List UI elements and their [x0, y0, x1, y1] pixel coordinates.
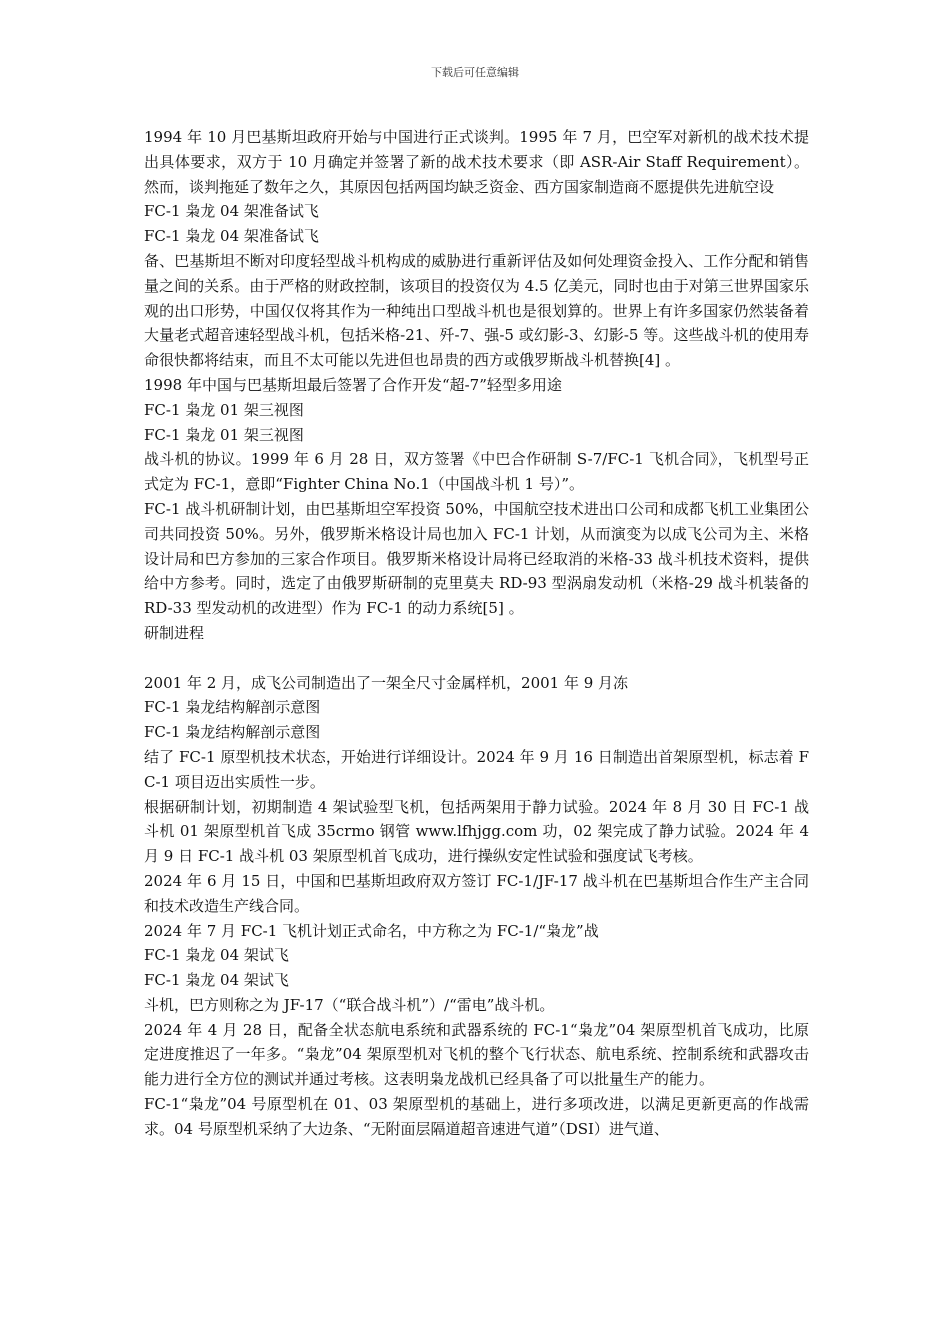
section-heading: 研制进程: [144, 623, 205, 642]
image-caption: FC-1 枭龙 04 架准备试飞: [144, 202, 319, 221]
paragraph: 2001 年 2 月，成飞公司制造出了一架全尺寸金属样机，2001 年 9 月冻: [144, 673, 629, 692]
page-header: 下载后可任意编辑: [431, 66, 519, 79]
image-caption: FC-1 枭龙 04 架试飞: [144, 946, 289, 965]
paragraph: FC-1“枭龙”04 号原型机在 01、03 架原型机的基础上，进行多项改进，以满足更新更高的作战需求。04 号原型机采纳了大边条、“无附面层隔道超音速进气道”（DSI）进气道、: [144, 1095, 809, 1138]
image-caption: FC-1 枭龙结构解剖示意图: [144, 698, 321, 717]
paragraph: 结了 FC-1 原型机技术状态，开始进行详细设计。2024 年 9 月 16 日制造出首架原型机，标志着 FC-1 项目迈出实质性一步。: [144, 747, 809, 791]
paragraph: 战斗机的协议。1999 年 6 月 28 日，双方签署《中巴合作研制 S-7/FC-1 飞机合同》，飞机型号正式定为 FC-1，意即“Fighter China No.1（中国战斗机 1 号）”。: [144, 450, 809, 494]
paragraph: 2024 年 6 月 15 日，中国和巴基斯坦政府双方签订 FC-1/JF-17 战斗机在巴基斯坦合作生产主合同和技术改造生产线合同。: [144, 871, 809, 915]
blank-line: [144, 646, 809, 671]
paragraph: FC-1 战斗机研制计划，由巴基斯坦空军投资 50%，中国航空技术进出口公司和成都飞机工业集团公司共同投资 50%。另外，俄罗斯米格设计局也加入 FC-1 计划，从而演变为以成飞公司为主、米格设计局和巴方参加的三家合作项目。俄罗斯米格设计局将已经取消的米格-33 战斗机技术资料，提供给中方参考。同时，选定了由俄罗斯研制的克里莫夫 RD-93 型涡扇发动机（米格-29 战斗机装备的 RD-33 型发动机的改进型）作为 FC-1 的动力系统[5] 。: [144, 499, 809, 618]
paragraph: 斗机，巴方则称之为 JF-17（“联合战斗机”）/“雷电”战斗机。: [144, 995, 555, 1014]
paragraph: 1998 年中国与巴基斯坦最后签署了合作开发“超-7”轻型多用途: [144, 375, 562, 394]
paragraph: 备、巴基斯坦不断对印度轻型战斗机构成的威胁进行重新评估及如何处理资金投入、工作分配和销售量之间的关系。由于严格的财政控制，该项目的投资仅为 4.5 亿美元，同时也由于对第三世界国家乐观的出口形势，中国仅仅将其作为一种纯出口型战斗机也是很划算的。世界上有许多国家仍然装备着大量老式超音速轻型战斗机，包括米格-21、歼-7、强-5 或幻影-3、幻影-5 等。这些战斗机的使用寿命很快都将结束，而且不太可能以先进但也昂贵的西方或俄罗斯战斗机替换[4] 。: [144, 251, 809, 370]
paragraph: 1994 年 10 月巴基斯坦政府开始与中国进行正式谈判。1995 年 7 月，巴空军对新机的战术技术提出具体要求，双方于 10 月确定并签署了新的战术技术要求（即 ASR-Air Staff Requirement）。然而，谈判拖延了数年之久，其原因包括两国均缺乏资金、西方国家制造商不愿提供先进航空设: [144, 128, 809, 196]
image-caption: FC-1 枭龙 04 架试飞: [144, 971, 289, 990]
image-caption: FC-1 枭龙 01 架三视图: [144, 425, 304, 444]
paragraph: 2024 年 7 月 FC-1 飞机计划正式命名，中方称之为 FC-1/“枭龙”战: [144, 921, 599, 940]
image-caption: FC-1 枭龙 01 架三视图: [144, 400, 304, 419]
image-caption: FC-1 枭龙 04 架准备试飞: [144, 227, 319, 246]
paragraph: 2024 年 4 月 28 日，配备全状态航电系统和武器系统的 FC-1“枭龙”04 架原型机首飞成功，比原定进度推迟了一年多。“枭龙”04 架原型机对飞机的整个飞行状态、航电系统、控制系统和武器攻击能力进行全方位的测试并通过考核。这表明枭龙战机已经具备了可以批量生产的能力。: [144, 1020, 809, 1089]
image-caption: FC-1 枭龙结构解剖示意图: [144, 723, 321, 742]
paragraph: 根据研制计划，初期制造 4 架试验型飞机，包括两架用于静力试验。2024 年 8 月 30 日 FC-1 战斗机 01 架原型机首飞成 35crmo 钢管 www.lfhjgg.com 功，02 架完成了静力试验。2024 年 4 月 9 日 FC-1 战斗机 03 架原型机首飞成功，进行操纵安定性试验和强度试飞考核。: [144, 797, 809, 866]
document-body: [144, 125, 809, 1142]
